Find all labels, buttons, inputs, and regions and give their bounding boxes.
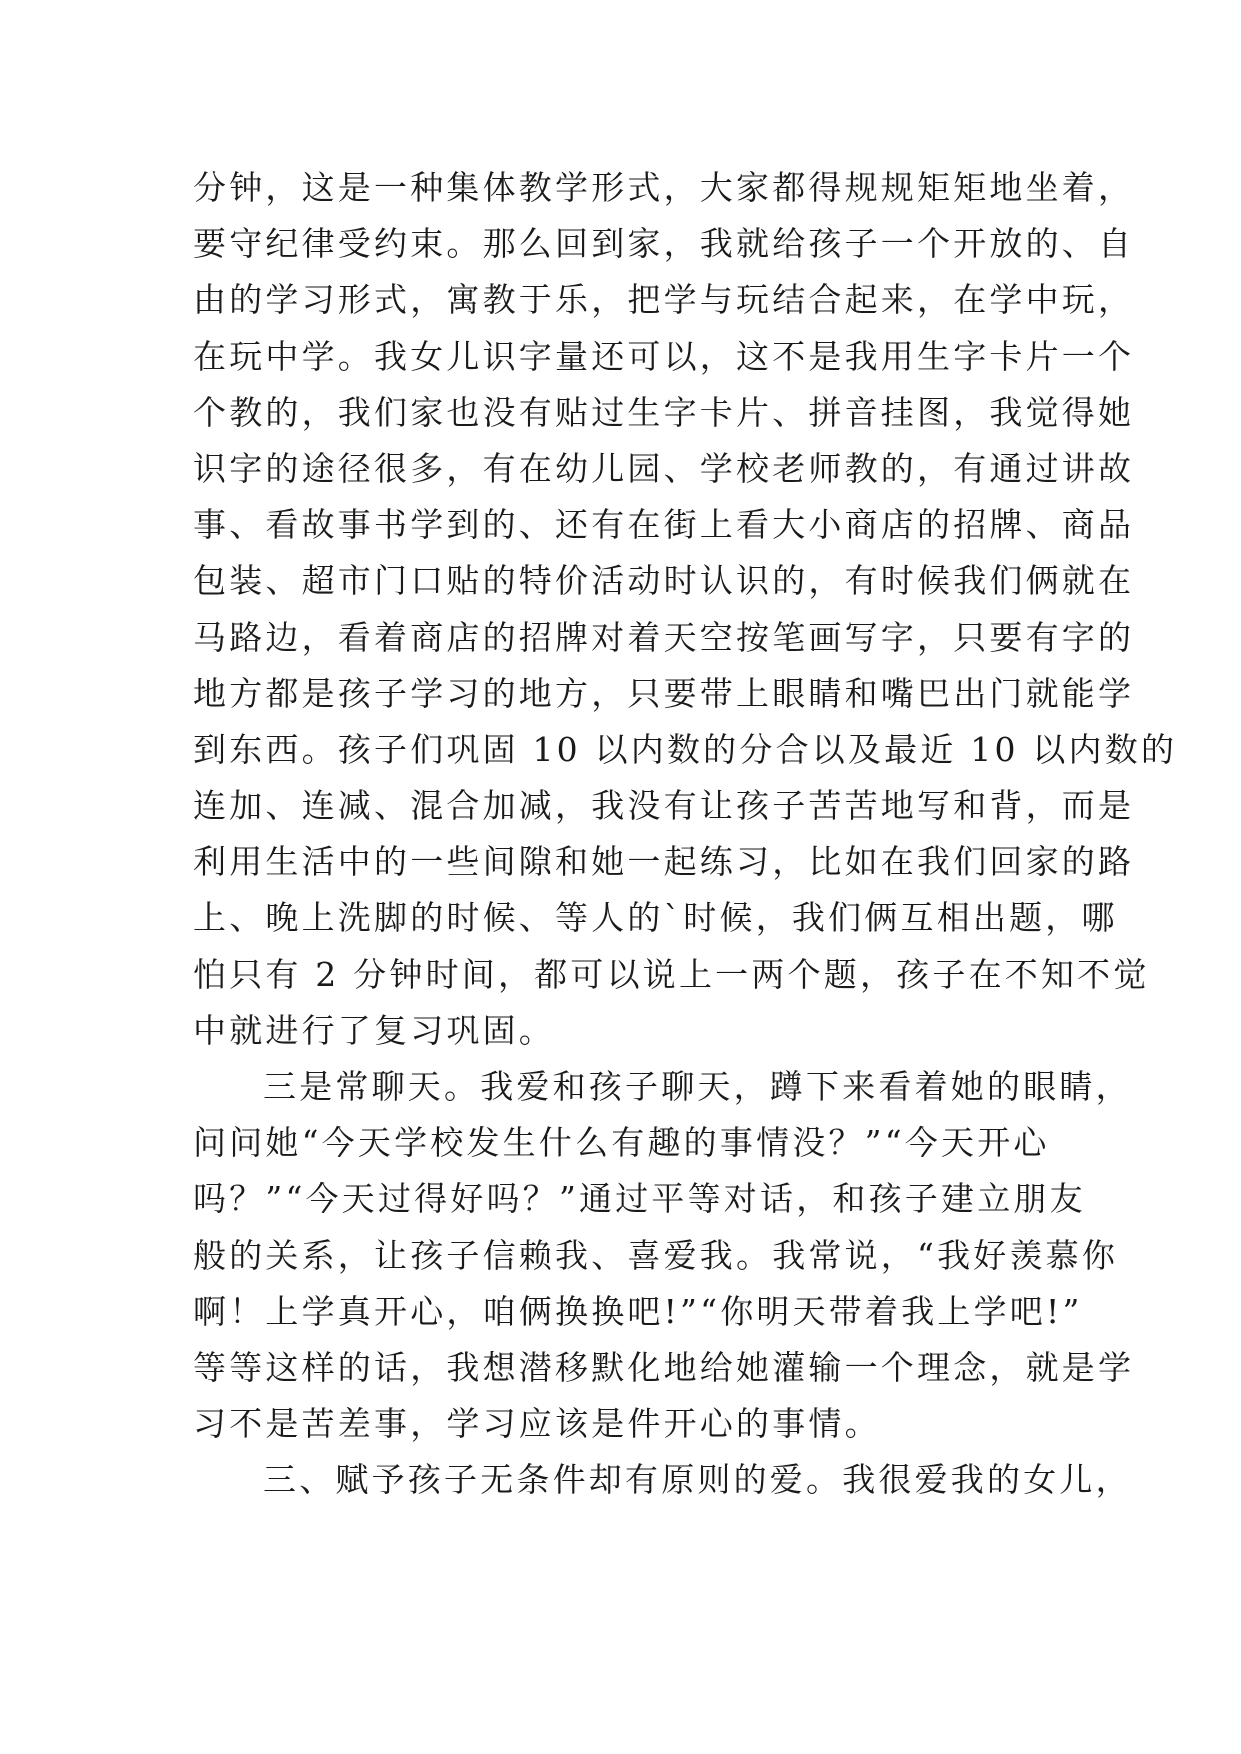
text-line: 分钟，这是一种集体教学形式，大家都得规规矩矩地坐着， [193, 168, 1135, 207]
text-line: 识字的途径很多，有在幼儿园、学校老师教的，有通过讲故 [193, 448, 1135, 488]
text-line: 地方都是孩子学习的地方，只要带上眼睛和嘴巴出门就能学 [193, 673, 1135, 713]
text-line: 习不是苦差事，学习应该是件开心的事情。 [193, 1404, 881, 1444]
paragraph-first-line: 三、赋予孩子无条件却有原则的爱。我很爱我的女儿， [263, 1460, 1132, 1500]
text-line: 问问她“今天学校发生什么有趣的事情没？”“今天开心 [193, 1123, 1050, 1163]
document-body [193, 160, 1178, 1509]
text-line: 个教的，我们家也没有贴过生字卡片、拼音挂图，我觉得她 [193, 392, 1135, 432]
text-line: 事、看故事书学到的、还有在街上看大小商店的招牌、商品 [193, 505, 1135, 545]
text-line: 般的关系，让孩子信赖我、喜爱我。我常说，“我好羡慕你 [193, 1235, 1119, 1275]
text-line: 马路边，看着商店的招牌对着天空按笔画写字，只要有字的 [193, 617, 1135, 657]
text-line: 怕只有 2 分钟时间，都可以说上一两个题，孩子在不知不觉 [193, 954, 1150, 994]
text-line: 到东西。孩子们巩固 10 以内数的分合以及最近 10 以内数的 [193, 729, 1178, 769]
text-line: 在玩中学。我女儿识字量还可以，这不是我用生字卡片一个 [193, 336, 1135, 376]
text-line: 要守纪律受约束。那么回到家，我就给孩子一个开放的、自 [193, 224, 1135, 264]
paragraph-first-line: 三是常聊天。我爱和孩子聊天，蹲下来看着她的眼睛， [263, 1067, 1132, 1106]
text-line: 上、晚上洗脚的时候、等人的`时候，我们俩互相出题，哪 [193, 898, 1118, 938]
text-line: 利用生活中的一些间隙和她一起练习，比如在我们回家的路 [193, 842, 1135, 882]
text-line: 啊！上学真开心，咱俩换换吧!”“你明天带着我上学吧!” [193, 1291, 1083, 1331]
text-line: 由的学习形式，寓教于乐，把学与玩结合起来，在学中玩， [193, 280, 1135, 320]
text-line: 等等这样的话，我想潜移默化地给她灌输一个理念，就是学 [193, 1347, 1135, 1387]
text-line: 吗？”“今天过得好吗？”通过平等对话，和孩子建立朋友 [193, 1179, 1086, 1219]
text-line: 包装、超市门口贴的特价活动时认识的，有时候我们俩就在 [193, 561, 1135, 601]
text-line: 中就进行了复习巩固。 [193, 1010, 555, 1050]
text-line: 连加、连减、混合加减，我没有让孩子苦苦地写和背，而是 [193, 786, 1135, 826]
